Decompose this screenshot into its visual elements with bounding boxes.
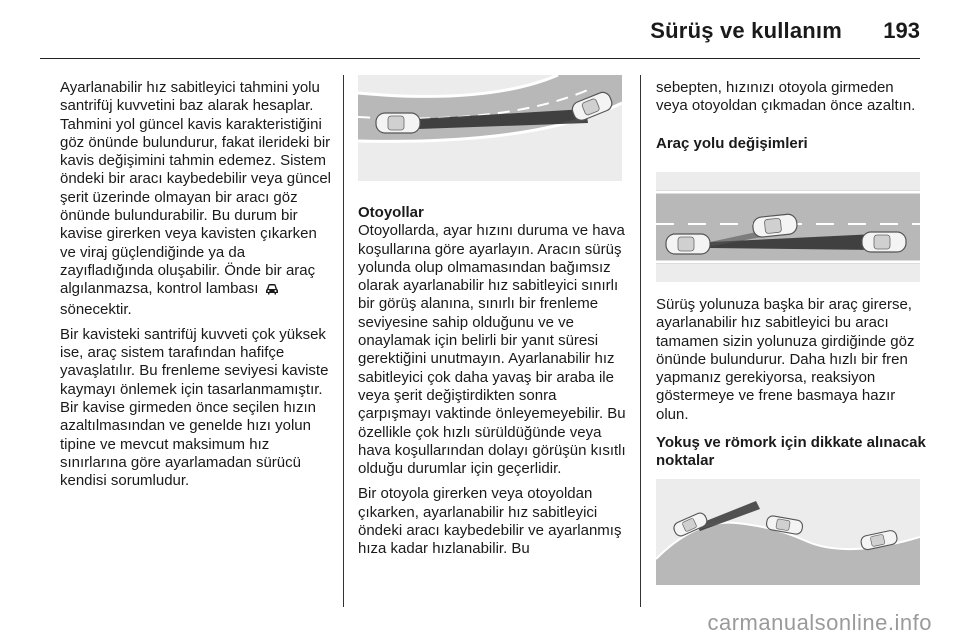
section-heading: Otoyollar (358, 204, 424, 221)
page-number: 193 (883, 18, 920, 43)
paragraph-text: sönecektir. (60, 300, 132, 318)
section-heading: Yokuş ve römork için dikkate alınacak noktalar (656, 434, 926, 470)
paragraph-text: Ayarlanabilir hız sabitleyici tahmini yolu santrifüj kuvvetini baz alarak hesaplar. Tahmini yol güncel kavis karakteristiğini göz önünde bulundurur, fakat ilerideki bir kavis değişimini tahmin edemez. Sistem öndeki bir aracı kaybedebilir veya güncel şerit üzerinde olmayan bir aracı göz önünde bulundurabilir. Bu durum bir kavise girerken veya kavisten çıkarken ve viraj güçlendiğinde ya da zayıfladığında oluşabilir. Önde bir araç algılanmazsa, kontrol lambası (60, 79, 331, 298)
column-3 (656, 79, 926, 153)
column-3-lower (656, 296, 930, 471)
header-divider (40, 58, 920, 59)
paragraph: Bir otoyola girerken veya otoyoldan çıkarken, ayarlanabilir hız sabitleyici öndeki aracı kaybedebilir ve ayarlanmış hıza kadar hızlanabilir. Bu (358, 485, 622, 558)
watermark: carmanualsonline.info (707, 610, 932, 635)
curve-illustration (358, 75, 622, 181)
paragraph: sebepten, hızınızı otoyola girmeden veya otoyoldan çıkmadan önce azaltın. (656, 79, 916, 115)
column-divider-left (343, 75, 344, 607)
column-divider-right (640, 75, 641, 607)
lane-change-illustration (656, 172, 920, 282)
column-2 (358, 204, 628, 566)
vehicle-ahead-indicator-icon (265, 282, 279, 300)
paragraph: Sürüş yolunuza başka bir araç girerse, ayarlanabilir hız sabitleyici bu aracı tamamen sizin yolunuza girdiğinde göz önünde bulundurur. Daha hızlı bir fren yapmanız gerekiyorsa, reaksiyon göstermeye ve frene basmaya hazır olun. (656, 296, 915, 423)
paragraph: Bir kavisteki santrifüj kuvveti çok yüksek ise, araç sistem tarafından hafifçe yavaşlatılır. Bu frenleme seviyesi kaviste kaymayı önlemek için tasarlanmamıştır. Bir kavise girmeden önce seçilen hızın azaltılmasından ve genelde hızı yolun tipine ve mevcut maksimum hız sınırlarına göre ayarlamadan sürücü kendisi sorumludur. (60, 325, 329, 490)
column-1 (60, 79, 332, 498)
paragraph: Otoyollarda, ayar hızını duruma ve hava koşullarına göre ayarlayın. Aracın sürüş yolunda olup olmamasından bağımsız olarak ayarlanabilir hız sabitleyici sınırlı bir görüş alanına, sınırlı bir frenleme seviyesine sahip olduğunu ve ve onaylamak için belirli bir yanıt süresi gerektiğini unutmayın. Ayarlanabilir hız sabitleyici çok daha yavaş bir araba ile veya şerit değiştirdikten sonra çarpışmayı vaktinde önleyemeyebilir. Bu özellikle çok hızlı sürüldüğünde veya hava koşullarından dolayı görüşün kısıtlı olduğu durumlar için geçerlidir. (358, 222, 626, 478)
section-title: Sürüş ve kullanım (650, 18, 842, 43)
section-heading: Araç yolu değişimleri (656, 134, 808, 152)
hill-illustration (656, 479, 920, 585)
paragraph (60, 79, 332, 319)
page-header (0, 0, 960, 60)
